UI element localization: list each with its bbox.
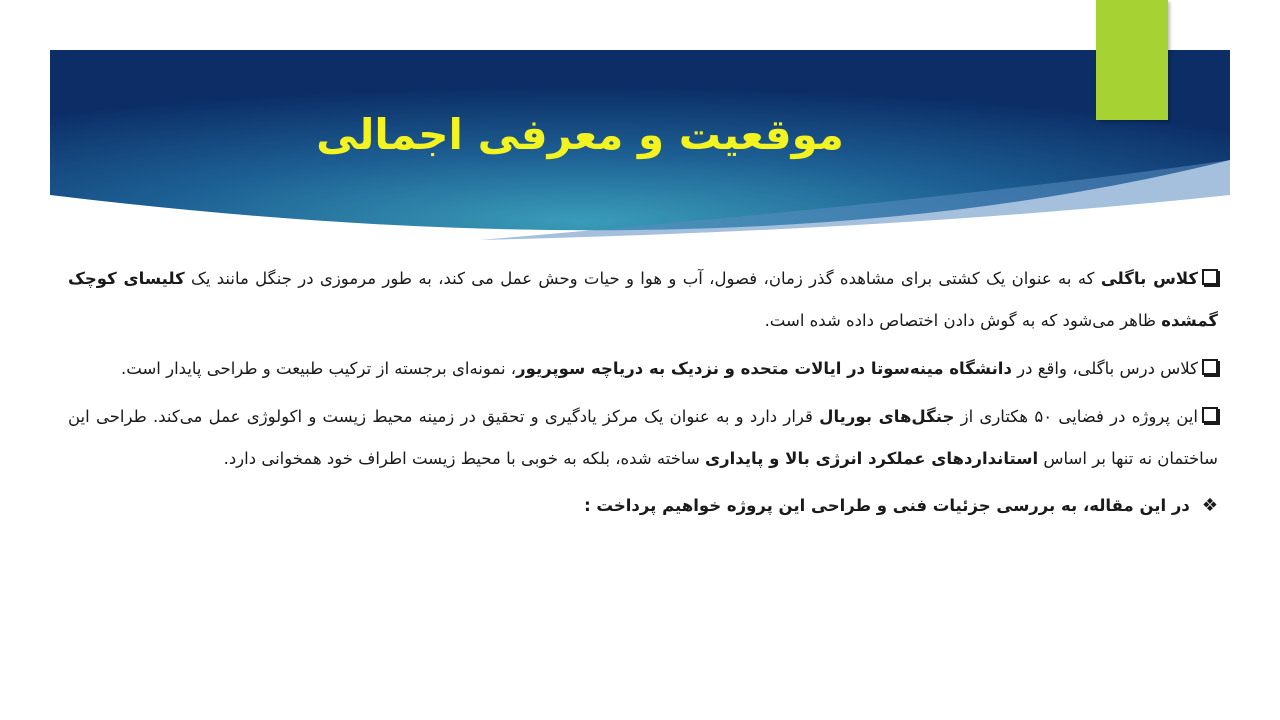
bold-text: کلیسای کوچک گمشده (68, 269, 1218, 330)
paragraph-2 (68, 348, 1218, 390)
bold-text: دانشگاه مینه‌سوتا در ایالات متحده و نزدیک به دریاچه سوپریور (516, 359, 1012, 378)
checkbox-bullet-icon (1202, 359, 1218, 375)
closing-line (68, 486, 1218, 526)
body-text: ظاهر می‌شود که به گوش دادن اختصاص داده شده است. (764, 311, 1162, 330)
body-text: این پروژه در فضایی ۵۰ هکتاری از (954, 407, 1198, 426)
checkbox-bullet-icon (1202, 407, 1218, 423)
bold-text: جنگل‌های بوریال (819, 407, 955, 426)
paragraph-3 (68, 396, 1218, 480)
body-text: که به عنوان یک کشتی برای مشاهده گذر زمان، فصول، آب و هوا و حیات وحش عمل می کند، به طور مرموزی در جنگل مانند یک (184, 269, 1101, 288)
slide-body (68, 258, 1218, 526)
checkbox-bullet-icon (1202, 269, 1218, 285)
body-text: ساخته شده، بلکه به خوبی با محیط زیست اطراف خود همخوانی دارد. (223, 449, 706, 468)
slide-title: موقعیت و معرفی اجمالی (316, 110, 844, 159)
bold-text: استانداردهای عملکرد انرژی بالا و پایداری (705, 449, 1039, 468)
accent-tab (1096, 0, 1168, 120)
bold-text: کلاس باگلی (1100, 269, 1198, 288)
body-text: قرار دارد و به عنوان یک مرکز یادگیری و تحقیق در زمینه محیط زیست و اکولوژی عمل می‌کند. طراحی این ساختمان نه تنها بر اساس (68, 407, 1218, 468)
paragraph-1 (68, 258, 1218, 342)
diamond-bullet-icon: ❖ (1201, 495, 1218, 516)
body-text: ، نمونه‌ای برجسته از ترکیب طبیعت و طراحی پایدار است. (121, 359, 517, 378)
closing-text: در این مقاله، به بررسی جزئیات فنی و طراحی این پروژه خواهیم پرداخت : (584, 496, 1190, 515)
body-text: کلاس درس باگلی، واقع در (1011, 359, 1198, 378)
